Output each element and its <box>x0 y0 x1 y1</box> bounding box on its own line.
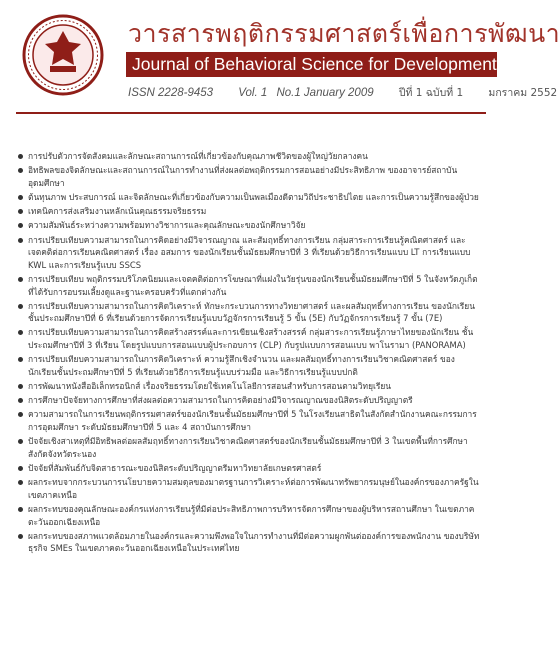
journal-title-english: Journal of Behavioral Science for Development <box>126 52 497 77</box>
toc-item-title: ผลกระทบของคุณลักษณะองค์กรแห่งการเรียนรู้ที่มีต่อประสิทธิภาพการบริหารจัดการศึกษาของผู้บริหารสถานศึกษา ในเขตภาคตะวันออกเฉียงเหนือ <box>28 503 475 527</box>
toc-item-title: ความสามารถในการเรียนพฤติกรรมศาสตร์ของนักเรียนชั้นมัธยมศึกษาปีที่ 5 ในโรงเรียนสาธิตในสังกัดสำนักงานคณะกรรมการการอุดมศึกษา ระดับมัธยมศึกษาปีที่ 5 และ 4 สถาบันการศึกษา <box>28 409 477 432</box>
toc-item-title: ต้นทุนภาพ ประสบการณ์ และจิตลักษณะที่เกี่ยวข้องกับความเป็นพลเมืองดีตามวิถีประชาธิปไตย และการเป็นความรู้สึกของผู้ป่วย <box>28 191 479 202</box>
toc-item <box>18 435 480 460</box>
toc-item <box>18 300 480 325</box>
toc-item <box>18 408 480 433</box>
toc-item <box>18 380 480 393</box>
bullet-icon <box>18 154 23 159</box>
toc-item-title: การเปรียบเทียบความสามารถในการคิดวิเคราะห์ ความรู้สึกเชิงจำนวน และผลสัมฤทธิ์ทางการเรียนวิชาคณิตศาสตร์ ของนักเรียนชั้นประถมศึกษาปีที่ 5 ที่เรียนด้วยวิธีการเรียนรู้แบบร่วมมือ และวิธีการเรียนรู้แบบปกติ <box>28 354 455 377</box>
toc-item-title: ปัจจัยเชิงสาเหตุที่มีอิทธิพลต่อผลสัมฤทธิ์ทางการเรียนวิชาคณิตศาสตร์ของนักเรียนชั้นมัธยมศึกษาปีที่ 3 ในเขตพื้นที่การศึกษา สังกัดจังหวัดระนอง <box>28 436 468 459</box>
journal-header <box>16 12 560 140</box>
bullet-icon <box>18 412 23 417</box>
header-divider <box>16 112 486 114</box>
toc-item <box>18 476 480 501</box>
toc-item-title: ผลกระทบจากกระบวนการนโยบายความสมดุลของมาตรฐานการวิเคราะห์ต่อการพัฒนาทรัพยากรมนุษย์ในองค์กรของภาครัฐในเขตภาคเหนือ <box>28 477 479 500</box>
toc-item <box>18 273 480 298</box>
toc-item <box>18 462 480 475</box>
toc-item <box>18 530 480 555</box>
toc-item <box>18 150 480 163</box>
journal-title-thai: วารสารพฤติกรรมศาสตร์เพื่อการพัฒนา <box>128 19 560 48</box>
toc-item <box>18 394 480 407</box>
bullet-icon <box>18 384 23 389</box>
toc-item-title: การเปรียบเทียบความสามารถในการคิดวิเคราะห์ ทักษะกระบวนการทางวิทยาศาสตร์ และผลสัมฤทธิ์ทางการเรียน ของนักเรียนชั้นประถมศึกษาปีที่ 6 ที่เรียนด้วยการจัดการเรียนรู้แบบวัฏจักรการเรียนรู้ 5 ขั้น (5E) กับวัฏจักรการเรียนรู้ 7 ขั้น (7E) <box>28 300 475 324</box>
bullet-icon <box>18 209 23 214</box>
toc-item <box>18 503 480 528</box>
toc-item-title: การเปรียบเทียบความสามารถในการคิดอย่างมีวิจารณญาณ และสัมฤทธิ์ทางการเรียน กลุ่มสาระการเรียนรู้คณิตศาสตร์ และเจตคติต่อการเรียนคณิตศาสตร์ เรื่อง อสมการ ของนักเรียนชั้นมัธยมศึกษาปีที่ 3 ที่เรียนด้วยวิธีการเรียนแบบ LT การเรียนแบบ KWL และการเรียนรู้แบบ SSCS <box>28 234 471 270</box>
bullet-icon <box>18 507 23 512</box>
toc-item-title: การเปรียบเทียบ พฤติกรรมบริโภคนิยมและเจตคติต่อการโฆษณาที่แฝงในวัยรุ่นของนักเรียนชั้นมัธยมศึกษาปีที่ 5 ในจังหวัดภูเก็ตที่ได้รับการอบรมเลี้ยงดูและฐานะครอบครัวที่แตกต่างกัน <box>28 273 478 297</box>
thai-date: มกราคม 2552 <box>488 87 558 99</box>
toc-item <box>18 326 480 351</box>
toc-item-title: ผลกระทบของสภาพแวดล้อมภายในองค์กรและความพึงพอใจในการทำงานที่มีต่อความผูกพันต่อองค์การของพนักงาน ของบริษัทธุรกิจ SMEs ในเขตภาคตะวันออกเฉียงเหนือในประเทศไทย <box>28 530 480 554</box>
issue-date: No.1 January 2009 <box>276 87 374 99</box>
issn: ISSN 2228-9453 <box>128 87 214 99</box>
toc-item <box>18 234 480 272</box>
bullet-icon <box>18 223 23 228</box>
table-of-contents <box>18 150 480 557</box>
bullet-icon <box>18 304 23 309</box>
toc-item-title: ปัจจัยที่สัมพันธ์กับจิตสาธารณะของนิสิตระดับปริญญาตรีมหาวิทยาลัยเกษตรศาสตร์ <box>28 462 322 473</box>
toc-item-title: อิทธิพลของจิตลักษณะและสถานการณ์ในการทำงานที่ส่งผลต่อพฤติกรรมการสอนอย่างมีประสิทธิภาพ ของอาจารย์สถาบันอุดมศึกษา <box>28 165 458 188</box>
toc-item-title: การศึกษาปัจจัยทางการศึกษาที่ส่งผลต่อความสามารถในการคิดอย่างมีวิจารณญาณของนิสิตระดับปริญญาตรี <box>28 395 413 406</box>
toc-item <box>18 205 480 218</box>
toc-item <box>18 164 480 189</box>
toc-item-title: การเปรียบเทียบความสามารถในการคิดสร้างสรรค์และการเขียนเชิงสร้างสรรค์ กลุ่มสาระการเรียนรู้ภาษาไทยของนักเรียน ชั้นประถมศึกษาปีที่ 3 ที่เรียน โดยรูปแบบการสอนแบบผู้ประกอบการ (CLP) กับรูปแบบการสอนแบบ พาโนรามา (PANORAMA) <box>28 327 474 351</box>
bullet-icon <box>18 277 23 282</box>
bullet-icon <box>18 330 23 335</box>
toc-item-title: การพัฒนาหนังสืออิเล็กทรอนิกส์ เรื่องจริยธรรมโดยใช้เทคโนโลยีการสอนสำหรับการสอนตามวิทยุเรียน <box>28 381 391 392</box>
toc-item <box>18 353 480 378</box>
bullet-icon <box>18 238 23 243</box>
thai-volume: ปีที่ 1 ฉบับที่ 1 <box>398 87 464 99</box>
bullet-icon <box>18 195 23 200</box>
bullet-icon <box>18 534 23 539</box>
institution-seal-icon <box>22 14 104 96</box>
bullet-icon <box>18 168 23 173</box>
bullet-icon <box>18 439 23 444</box>
toc-item-title: การปรับตัวการจัดสังคมและลักษณะสถานการณ์ที่เกี่ยวข้องกับคุณภาพชีวิตของผู้ใหญ่วัยกลางคน <box>28 151 368 161</box>
bullet-icon <box>18 480 23 485</box>
toc-item-title: เทคนิคการส่งเสริมงานหลักเน้นคุณธรรมจริยธรรม <box>28 206 207 217</box>
bullet-icon <box>18 357 23 362</box>
issue-info <box>128 84 558 101</box>
toc-item-title: ความสัมพันธ์ระหว่างความพร้อมทางวิชาการและคุณลักษณะของนักศึกษาวิจัย <box>28 220 306 231</box>
bullet-icon <box>18 466 23 471</box>
toc-item <box>18 219 480 232</box>
toc-item <box>18 191 480 204</box>
bullet-icon <box>18 398 23 403</box>
volume: Vol. 1 <box>238 87 268 99</box>
